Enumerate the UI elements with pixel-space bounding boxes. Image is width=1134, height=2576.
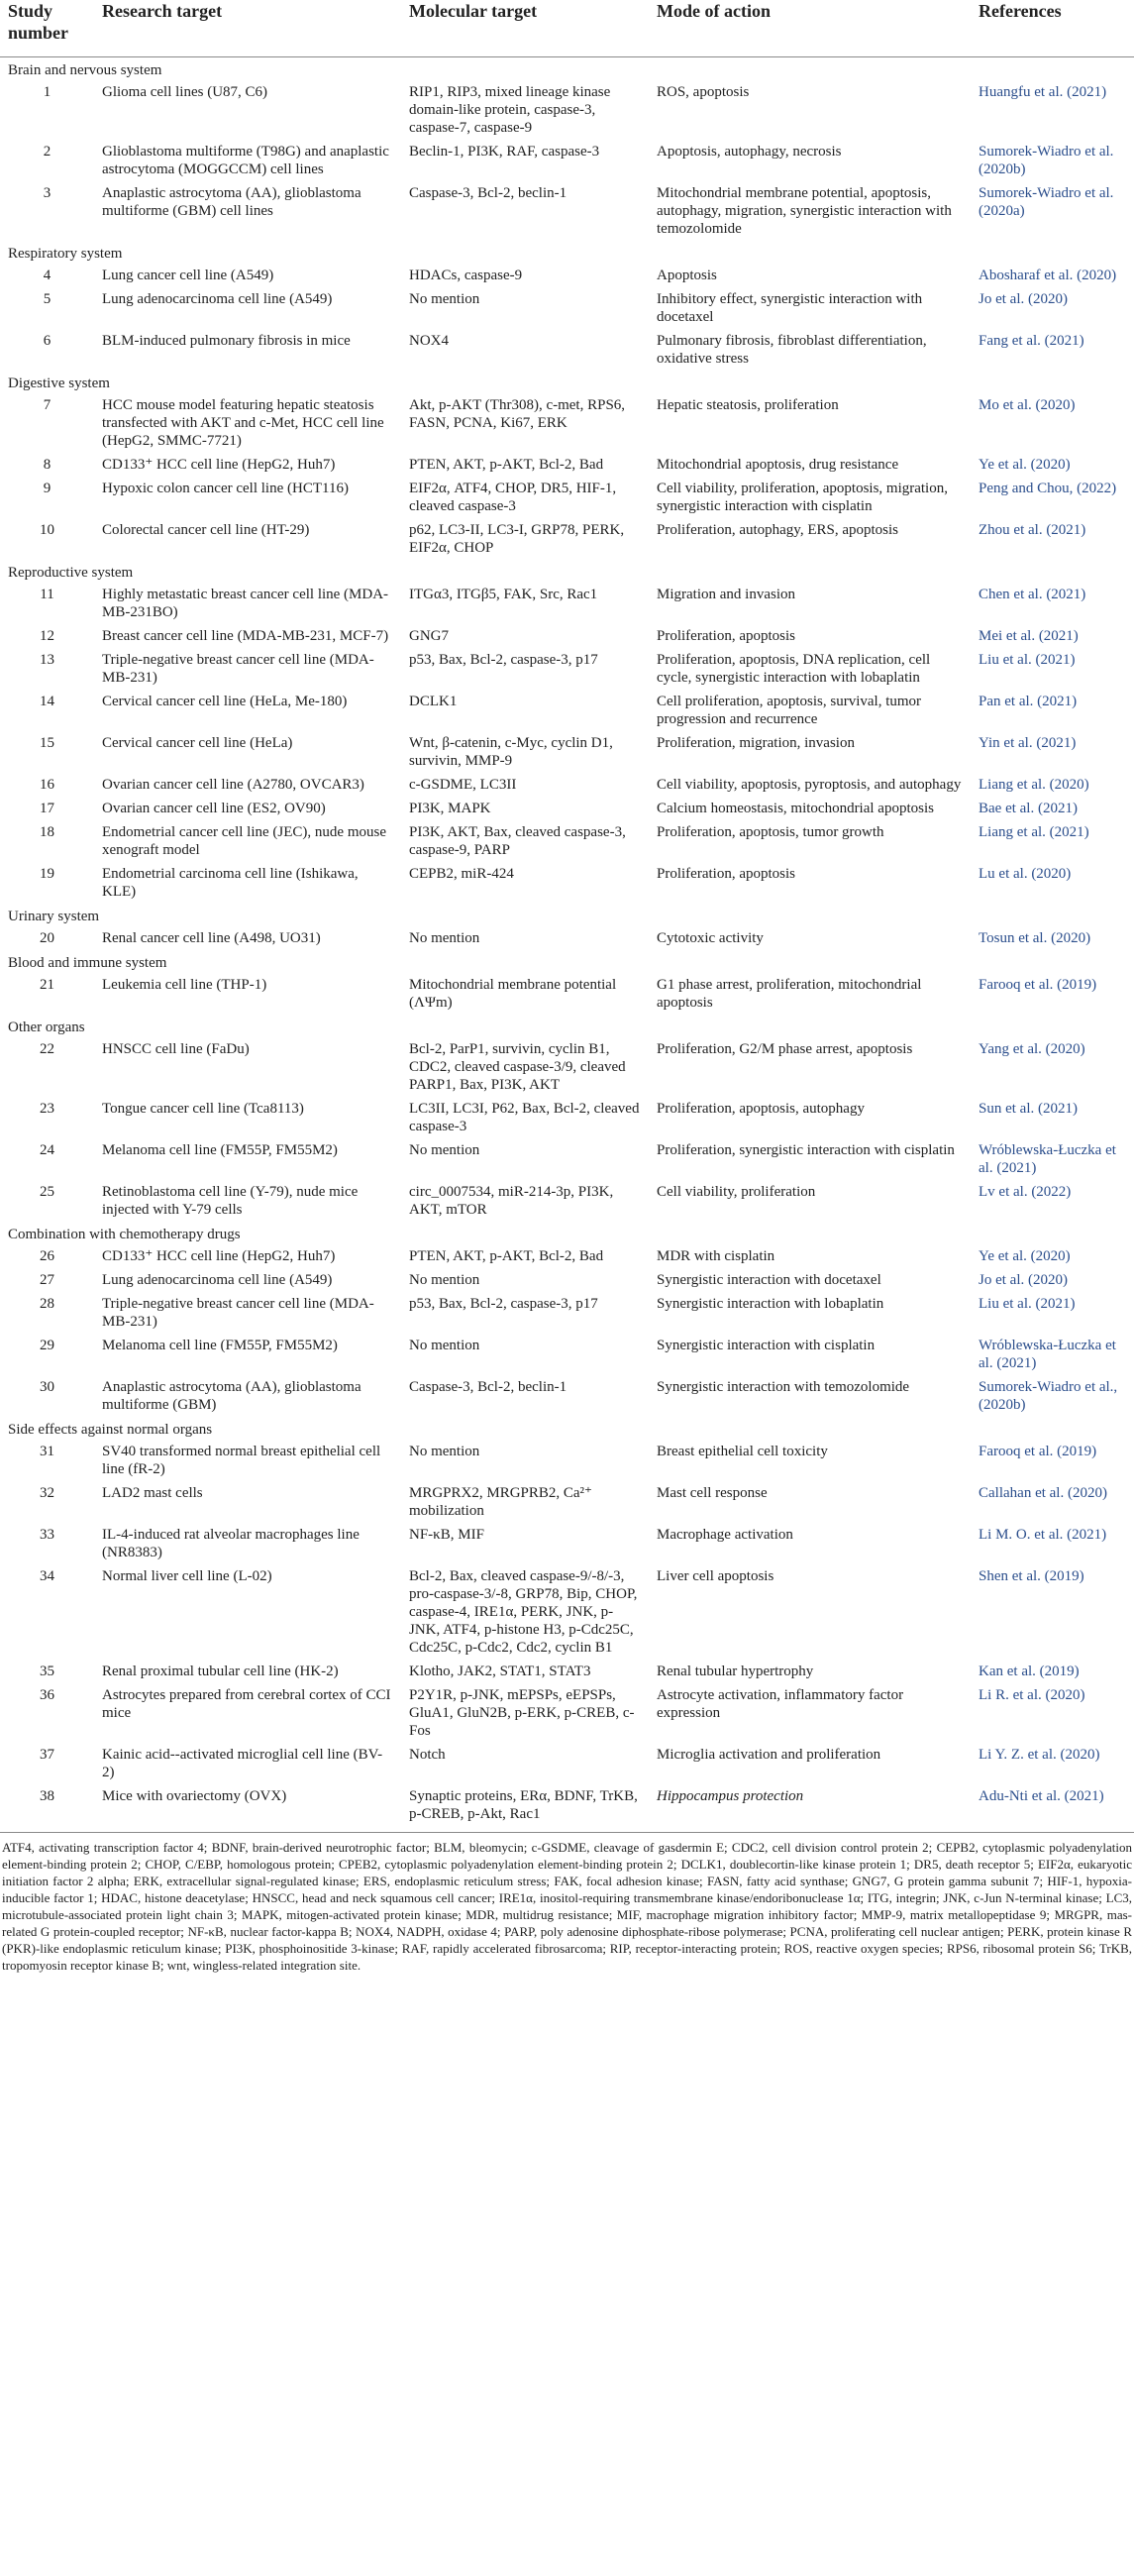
table-row [0, 329, 1134, 371]
research-target-cell: Glioma cell lines (U87, C6) [102, 84, 268, 100]
molecular-target-cell: PTEN, AKT, p-AKT, Bcl-2, Bad [409, 457, 604, 473]
research-target-cell: Mice with ovariectomy (OVX) [102, 1788, 287, 1804]
mode-of-action-cell: Microglia activation and proliferation [657, 1747, 881, 1763]
header-research-target: Research target [94, 0, 401, 57]
study-number-cell: 37 [40, 1747, 54, 1763]
study-number-cell: 20 [40, 930, 54, 946]
study-number-cell: 23 [40, 1101, 54, 1117]
study-number-cell: 8 [43, 457, 52, 473]
reference-link[interactable]: Wróblewska-Łuczka et al. (2021) [979, 1142, 1116, 1176]
molecular-target-cell: RIP1, RIP3, mixed lineage kinase domain-like protein, caspase-3, caspase-7, caspase-9 [409, 84, 611, 136]
research-target-cell: Renal proximal tubular cell line (HK-2) [102, 1664, 339, 1679]
mode-of-action-cell: Cell proliferation, apoptosis, survival, tumor progression and recurrence [657, 694, 922, 727]
table-row [0, 1523, 1134, 1564]
molecular-target-cell: No mention [409, 1272, 480, 1288]
reference-link[interactable]: Yin et al. (2021) [979, 735, 1077, 751]
study-number-cell: 16 [40, 777, 54, 793]
reference-link[interactable]: Kan et al. (2019) [979, 1664, 1080, 1679]
study-number-cell: 33 [40, 1527, 54, 1543]
molecular-target-cell: No mention [409, 930, 480, 946]
reference-link[interactable]: Wróblewska-Łuczka et al. (2021) [979, 1338, 1116, 1371]
reference-link[interactable]: Sumorek-Wiadro et al. (2020a) [979, 185, 1114, 219]
reference-link[interactable]: Abosharaf et al. (2020) [979, 268, 1117, 283]
table-row [0, 1743, 1134, 1784]
molecular-target-cell: Bcl-2, Bax, cleaved caspase-9/-8/-3, pro-caspase-3/-8, GRP78, Bip, CHOP, caspase-4, IRE1α, PERK, JNK, p-JNK, ATF4, p-histone H3, p-Cdc25C, Cdc25C, p-Cdc2, Cdc2, cyclin B1 [409, 1568, 638, 1656]
mode-of-action-cell: Proliferation, autophagy, ERS, apoptosis [657, 522, 898, 538]
molecular-target-cell: MRGPRX2, MRGPRB2, Ca²⁺ mobilization [409, 1485, 592, 1519]
molecular-target-cell: circ_0007534, miR-214-3p, PI3K, AKT, mTOR [409, 1184, 614, 1218]
mode-of-action-cell: Proliferation, G2/M phase arrest, apoptosis [657, 1041, 913, 1057]
molecular-target-cell: EIF2α, ATF4, CHOP, DR5, HIF-1, cleaved caspase-3 [409, 481, 617, 514]
reference-link[interactable]: Li Y. Z. et al. (2020) [979, 1747, 1100, 1763]
mode-of-action-cell: Macrophage activation [657, 1527, 793, 1543]
mode-of-action-cell: Proliferation, apoptosis, tumor growth [657, 824, 884, 840]
section-heading-row [0, 57, 1134, 81]
study-number-cell: 34 [40, 1568, 54, 1584]
research-target-cell: Ovarian cancer cell line (A2780, OVCAR3) [102, 777, 364, 793]
section-heading: Other organs [8, 1020, 85, 1035]
research-target-cell: Ovarian cancer cell line (ES2, OV90) [102, 801, 326, 816]
research-target-cell: Tongue cancer cell line (Tca8113) [102, 1101, 304, 1117]
table-row [0, 648, 1134, 690]
table-row [0, 624, 1134, 648]
research-target-cell: Anaplastic astrocytoma (AA), glioblastoma multiforme (GBM) [102, 1379, 361, 1413]
study-number-cell: 9 [43, 481, 52, 496]
mode-of-action-cell: Synergistic interaction with cisplatin [657, 1338, 876, 1353]
section-heading: Brain and nervous system [8, 62, 162, 78]
reference-link[interactable]: Mei et al. (2021) [979, 628, 1079, 644]
research-target-cell: Hypoxic colon cancer cell line (HCT116) [102, 481, 349, 496]
section-heading: Blood and immune system [8, 955, 167, 971]
study-number-cell: 25 [40, 1184, 54, 1200]
table-row [0, 1334, 1134, 1375]
molecular-target-cell: Notch [409, 1747, 446, 1763]
molecular-target-cell: No mention [409, 1444, 480, 1459]
table-row [0, 773, 1134, 797]
reference-link[interactable]: Jo et al. (2020) [979, 291, 1068, 307]
reference-link[interactable]: Mo et al. (2020) [979, 397, 1076, 413]
section-heading-row [0, 241, 1134, 264]
abbreviations-footnote: ATF4, activating transcription factor 4; BDNF, brain-derived neurotrophic factor; BLM, bleomycin; c-GSDME, cleavage of gasdermin E; CDC2, cell division control protein 2; CEPB2, cytoplasmic polyadenylation element-binding protein 2; CHOP, C/EBP, homologous protein; CPEB2, cytoplasmic polyadenylation element-binding protein 2; DCLK1, doublecortin-like kinase protein 1; DR5, death receptor 5; EIF2α, eukaryotic initiation factor 2 alpha; ERK, extracellular signal-regulated kinase; ERS, endoplasmic reticulum stress; FAK, focal adhesion kinase; FASN, fatty acid synthase; GNG7, G protein gamma subunit 7; HIF-1, hypoxia-inducible factor 1; HDAC, histone deacetylase; HNSCC, head and neck squamous cell cancer; IRE1α, inositol-requiring transmembrane kinase/endoribonuclease 1α; ITG, integrin; JNK, c-Jun N-terminal kinase; LC3, microtubule-associated protein light chain 3; MAPK, mitogen-activated protein kinase; MDR, multidrug resistance; MIF, macrophage migration inhibitory factor; MMP-9, matrix metallopeptidase 9; MRGPR, mas-related G protein-coupled receptor; NF-κB, nuclear factor-kappa B; NOX4, NADPH, oxidase 4; PARP, poly adenosine diphosphate-ribose polymerase; PCNA, proliferating cell nuclear antigen; PERK, protein kinase R (PKR)-like endoplasmic reticulum kinase; PI3K, phosphoinositide 3-kinase; RAF, rapidly accelerated fibrosarcoma; RIP, receptor-interacting protein; ROS, reactive oxygen species; RPS6, ribosomal protein S6; TrKB, tropomyosin receptor kinase B; wnt, wingless-related integration site. [2, 1840, 1132, 1973]
molecular-target-cell: p62, LC3-II, LC3-I, GRP78, PERK, EIF2α, CHOP [409, 522, 625, 556]
table-row [0, 731, 1134, 773]
mode-of-action-cell: Astrocyte activation, inflammatory factor expression [657, 1687, 904, 1721]
mode-of-action-cell: Apoptosis [657, 268, 717, 283]
table-row [0, 287, 1134, 329]
mode-of-action-cell: Proliferation, apoptosis, autophagy [657, 1101, 865, 1117]
study-number-cell: 22 [40, 1041, 54, 1057]
research-target-cell: Endometrial cancer cell line (JEC), nude mouse xenograft model [102, 824, 386, 858]
reference-link[interactable]: Lu et al. (2020) [979, 866, 1072, 882]
reference-link[interactable]: Li R. et al. (2020) [979, 1687, 1085, 1703]
table-row [0, 518, 1134, 560]
molecular-target-cell: Akt, p-AKT (Thr308), c-met, RPS6, FASN, PCNA, Ki67, ERK [409, 397, 626, 431]
mode-of-action-cell: Cell viability, proliferation, apoptosis, migration, synergistic interaction with cisplatin [657, 481, 948, 514]
research-target-cell: Leukemia cell line (THP-1) [102, 977, 267, 993]
table-body [0, 57, 1134, 1827]
table-row [0, 264, 1134, 287]
research-target-cell: IL-4-induced rat alveolar macrophages line (NR8383) [102, 1527, 360, 1560]
research-target-cell: Astrocytes prepared from cerebral cortex of CCI mice [102, 1687, 391, 1721]
research-target-cell: BLM-induced pulmonary fibrosis in mice [102, 333, 351, 349]
mode-of-action-cell: Pulmonary fibrosis, fibroblast differentiation, oxidative stress [657, 333, 927, 367]
section-heading-row [0, 904, 1134, 926]
section-heading-row [0, 560, 1134, 583]
reference-link[interactable]: Liu et al. (2021) [979, 652, 1076, 668]
mode-of-action-cell: Cytotoxic activity [657, 930, 764, 946]
molecular-target-cell: Mitochondrial membrane potential (ΛΨm) [409, 977, 617, 1011]
study-number-cell: 4 [43, 268, 52, 283]
research-target-cell: Lung cancer cell line (A549) [102, 268, 274, 283]
table-row [0, 80, 1134, 140]
study-number-cell: 29 [40, 1338, 54, 1353]
reference-link[interactable]: Liang et al. (2021) [979, 824, 1089, 840]
table-row [0, 820, 1134, 862]
table-row [0, 393, 1134, 453]
table-row [0, 477, 1134, 518]
study-number-cell: 28 [40, 1296, 54, 1312]
table-row [0, 926, 1134, 950]
mode-of-action-cell: Cell viability, apoptosis, pyroptosis, and autophagy [657, 777, 962, 793]
table-row [0, 181, 1134, 241]
study-number-cell: 3 [43, 185, 52, 201]
research-target-cell: Lung adenocarcinoma cell line (A549) [102, 1272, 333, 1288]
table-row [0, 583, 1134, 624]
research-target-cell: Endometrial carcinoma cell line (Ishikawa, KLE) [102, 866, 359, 900]
molecular-target-cell: p53, Bax, Bcl-2, caspase-3, p17 [409, 652, 598, 668]
reference-link[interactable]: Tosun et al. (2020) [979, 930, 1091, 946]
table-row [0, 1097, 1134, 1138]
molecular-target-cell: NF-κB, MIF [409, 1527, 484, 1543]
header-mode-of-action: Mode of action [649, 0, 971, 57]
mode-of-action-cell: Calcium homeostasis, mitochondrial apoptosis [657, 801, 934, 816]
table-row [0, 1440, 1134, 1481]
molecular-target-cell: p53, Bax, Bcl-2, caspase-3, p17 [409, 1296, 598, 1312]
table-row [0, 1292, 1134, 1334]
mode-of-action-cell: ROS, apoptosis [657, 84, 750, 100]
mode-of-action-cell: Apoptosis, autophagy, necrosis [657, 144, 842, 160]
study-number-cell: 35 [40, 1664, 54, 1679]
table-row [0, 1180, 1134, 1222]
mode-of-action-cell: Synergistic interaction with temozolomide [657, 1379, 910, 1395]
table-row [0, 1037, 1134, 1097]
research-target-cell: Kainic acid--activated microglial cell line (BV-2) [102, 1747, 383, 1780]
section-heading: Side effects against normal organs [8, 1422, 213, 1438]
section-heading: Respiratory system [8, 246, 123, 262]
study-number-cell: 24 [40, 1142, 54, 1158]
molecular-target-cell: NOX4 [409, 333, 449, 349]
section-heading: Combination with chemotherapy drugs [8, 1227, 241, 1242]
molecular-target-cell: PI3K, AKT, Bax, cleaved caspase-3, caspase-9, PARP [409, 824, 626, 858]
reference-link[interactable]: Sun et al. (2021) [979, 1101, 1078, 1117]
research-target-cell: Melanoma cell line (FM55P, FM55M2) [102, 1142, 338, 1158]
molecular-target-cell: Caspase-3, Bcl-2, beclin-1 [409, 185, 567, 201]
study-number-cell: 30 [40, 1379, 54, 1395]
molecular-target-cell: Bcl-2, ParP1, survivin, cyclin B1, CDC2, cleaved caspase-3/9, cleaved PARP1, Bax, PI3K, AKT [409, 1041, 626, 1093]
section-heading: Reproductive system [8, 565, 134, 581]
table-row [0, 1138, 1134, 1180]
study-number-cell: 14 [40, 694, 54, 709]
research-target-cell: LAD2 mast cells [102, 1485, 203, 1501]
table-row [0, 140, 1134, 181]
study-number-cell: 10 [40, 522, 54, 538]
table-row [0, 797, 1134, 820]
research-target-cell: Highly metastatic breast cancer cell line (MDA-MB-231BO) [102, 587, 389, 620]
reference-link[interactable]: Jo et al. (2020) [979, 1272, 1068, 1288]
reference-link[interactable]: Farooq et al. (2019) [979, 1444, 1097, 1459]
molecular-target-cell: GNG7 [409, 628, 449, 644]
molecular-target-cell: Synaptic proteins, ERα, BDNF, TrKB, p-CREB, p-Akt, Rac1 [409, 1788, 638, 1822]
molecular-target-cell: PI3K, MAPK [409, 801, 491, 816]
study-number-cell: 36 [40, 1687, 54, 1703]
reference-link[interactable]: Lv et al. (2022) [979, 1184, 1072, 1200]
study-number-cell: 2 [43, 144, 52, 160]
molecular-target-cell: DCLK1 [409, 694, 458, 709]
mode-of-action-cell: Breast epithelial cell toxicity [657, 1444, 828, 1459]
molecular-target-cell: c-GSDME, LC3II [409, 777, 517, 793]
research-target-cell: Breast cancer cell line (MDA-MB-231, MCF-7) [102, 628, 389, 644]
study-number-cell: 18 [40, 824, 54, 840]
table-row [0, 690, 1134, 731]
table-row [0, 862, 1134, 904]
reference-link[interactable]: Bae et al. (2021) [979, 801, 1078, 816]
mode-of-action-cell: Synergistic interaction with lobaplatin [657, 1296, 884, 1312]
table-header [0, 0, 1134, 57]
molecular-target-cell: ITGα3, ITGβ5, FAK, Src, Rac1 [409, 587, 598, 602]
study-number-cell: 32 [40, 1485, 54, 1501]
molecular-target-cell: No mention [409, 1338, 480, 1353]
mode-of-action-cell: Proliferation, apoptosis [657, 628, 795, 644]
table-row [0, 973, 1134, 1015]
research-target-cell: Anaplastic astrocytoma (AA), glioblastoma multiforme (GBM) cell lines [102, 185, 361, 219]
mode-of-action-cell: Liver cell apoptosis [657, 1568, 774, 1584]
research-target-cell: Triple-negative breast cancer cell line (MDA-MB-231) [102, 652, 374, 686]
reference-link[interactable]: Adu-Nti et al. (2021) [979, 1788, 1104, 1804]
table-row [0, 1564, 1134, 1660]
mode-of-action-cell: Inhibitory effect, synergistic interaction with docetaxel [657, 291, 923, 325]
reference-link[interactable]: Huangfu et al. (2021) [979, 84, 1107, 100]
table-row [0, 1375, 1134, 1417]
table-row [0, 453, 1134, 477]
study-number-cell: 7 [43, 397, 52, 413]
section-heading-row [0, 1222, 1134, 1244]
section-heading: Digestive system [8, 376, 110, 391]
research-target-cell: HNSCC cell line (FaDu) [102, 1041, 250, 1057]
molecular-target-cell: Caspase-3, Bcl-2, beclin-1 [409, 1379, 567, 1395]
study-number-cell: 19 [40, 866, 54, 882]
mode-of-action-cell: Hepatic steatosis, proliferation [657, 397, 839, 413]
molecular-target-cell: P2Y1R, p-JNK, mEPSPs, eEPSPs, GluA1, GluN2B, p-ERK, p-CREB, c-Fos [409, 1687, 635, 1739]
table-row [0, 1784, 1134, 1826]
molecular-target-cell: PTEN, AKT, p-AKT, Bcl-2, Bad [409, 1248, 604, 1264]
table-row [0, 1481, 1134, 1523]
table-row [0, 1244, 1134, 1268]
header-molecular-target: Molecular target [401, 0, 649, 57]
mode-of-action-cell: Proliferation, apoptosis [657, 866, 795, 882]
study-number-cell: 17 [40, 801, 54, 816]
molecular-target-cell: Beclin-1, PI3K, RAF, caspase-3 [409, 144, 600, 160]
research-target-cell: CD133⁺ HCC cell line (HepG2, Huh7) [102, 457, 336, 473]
mode-of-action-cell: G1 phase arrest, proliferation, mitochondrial apoptosis [657, 977, 922, 1011]
mode-of-action-cell: Renal tubular hypertrophy [657, 1664, 814, 1679]
research-target-cell: Triple-negative breast cancer cell line (MDA-MB-231) [102, 1296, 374, 1330]
mode-of-action-cell: Hippocampus protection [657, 1788, 804, 1804]
study-number-cell: 21 [40, 977, 54, 993]
molecular-target-cell: LC3II, LC3I, P62, Bax, Bcl-2, cleaved caspase-3 [409, 1101, 640, 1134]
reference-link[interactable]: Zhou et al. (2021) [979, 522, 1086, 538]
study-number-cell: 11 [40, 587, 54, 602]
research-target-cell: Glioblastoma multiforme (T98G) and anaplastic astrocytoma (MOGGCCM) cell lines [102, 144, 389, 177]
research-target-cell: SV40 transformed normal breast epithelial cell line (fR-2) [102, 1444, 381, 1477]
study-number-cell: 1 [43, 84, 52, 100]
table-row [0, 1683, 1134, 1743]
table-row [0, 1660, 1134, 1683]
research-target-cell: Lung adenocarcinoma cell line (A549) [102, 291, 333, 307]
mode-of-action-cell: Synergistic interaction with docetaxel [657, 1272, 881, 1288]
header-references: References [971, 0, 1134, 57]
study-number-cell: 31 [40, 1444, 54, 1459]
reference-link[interactable]: Li M. O. et al. (2021) [979, 1527, 1107, 1543]
molecular-target-cell: No mention [409, 1142, 480, 1158]
research-target-cell: Retinoblastoma cell line (Y-79), nude mice injected with Y-79 cells [102, 1184, 359, 1218]
reference-link[interactable]: Liu et al. (2021) [979, 1296, 1076, 1312]
section-heading: Urinary system [8, 909, 100, 924]
mode-of-action-cell: Mitochondrial apoptosis, drug resistance [657, 457, 899, 473]
study-number-cell: 15 [40, 735, 54, 751]
study-number-cell: 12 [40, 628, 54, 644]
reference-link[interactable]: Liang et al. (2020) [979, 777, 1089, 793]
molecular-target-cell: Klotho, JAK2, STAT1, STAT3 [409, 1664, 591, 1679]
section-heading-row [0, 371, 1134, 393]
mode-of-action-cell: Mitochondrial membrane potential, apoptosis, autophagy, migration, synergistic interaction with temozolomide [657, 185, 952, 237]
reference-link[interactable]: Sumorek-Wiadro et al. (2020b) [979, 144, 1114, 177]
mode-of-action-cell: Cell viability, proliferation [657, 1184, 816, 1200]
section-heading-row [0, 950, 1134, 973]
molecular-target-cell: CEPB2, miR-424 [409, 866, 514, 882]
research-target-cell: Normal liver cell line (L-02) [102, 1568, 272, 1584]
research-target-cell: Melanoma cell line (FM55P, FM55M2) [102, 1338, 338, 1353]
mode-of-action-cell: Migration and invasion [657, 587, 795, 602]
study-number-cell: 27 [40, 1272, 54, 1288]
mode-of-action-cell: MDR with cisplatin [657, 1248, 775, 1264]
molecular-target-cell: No mention [409, 291, 480, 307]
molecular-target-cell: HDACs, caspase-9 [409, 268, 523, 283]
study-number-cell: 13 [40, 652, 54, 668]
reference-link[interactable]: Ye et al. (2020) [979, 1248, 1071, 1264]
reference-link[interactable]: Chen et al. (2021) [979, 587, 1086, 602]
mode-of-action-cell: Proliferation, migration, invasion [657, 735, 855, 751]
reference-link[interactable]: Ye et al. (2020) [979, 457, 1071, 473]
reference-link[interactable]: Farooq et al. (2019) [979, 977, 1097, 993]
research-target-cell: Renal cancer cell line (A498, UO31) [102, 930, 321, 946]
header-study-number: Study number [0, 0, 94, 57]
table-row [0, 1268, 1134, 1292]
section-heading-row [0, 1417, 1134, 1440]
study-number-cell: 38 [40, 1788, 54, 1804]
study-number-cell: 26 [40, 1248, 54, 1264]
reference-link[interactable]: Callahan et al. (2020) [979, 1485, 1107, 1501]
mode-of-action-cell: Proliferation, synergistic interaction with cisplatin [657, 1142, 955, 1158]
reference-link[interactable]: Peng and Chou, (2022) [979, 481, 1117, 496]
research-target-cell: CD133⁺ HCC cell line (HepG2, Huh7) [102, 1248, 336, 1264]
reference-link[interactable]: Pan et al. (2021) [979, 694, 1078, 709]
reference-link[interactable]: Fang et al. (2021) [979, 333, 1084, 349]
section-heading-row [0, 1015, 1134, 1037]
research-target-cell: Cervical cancer cell line (HeLa, Me-180) [102, 694, 348, 709]
research-target-cell: Cervical cancer cell line (HeLa) [102, 735, 293, 751]
reference-link[interactable]: Yang et al. (2020) [979, 1041, 1085, 1057]
molecular-target-cell: Wnt, β-catenin, c-Myc, cyclin D1, survivin, MMP-9 [409, 735, 613, 769]
research-target-cell: Colorectal cancer cell line (HT-29) [102, 522, 310, 538]
research-target-cell: HCC mouse model featuring hepatic steatosis transfected with AKT and c-Met, HCC cell line (HepG2, SMMC-7721) [102, 397, 384, 449]
study-number-cell: 5 [43, 291, 52, 307]
mode-of-action-cell: Mast cell response [657, 1485, 768, 1501]
reference-link[interactable]: Shen et al. (2019) [979, 1568, 1084, 1584]
reference-link[interactable]: Sumorek-Wiadro et al., (2020b) [979, 1379, 1118, 1413]
study-number-cell: 6 [43, 333, 52, 349]
mode-of-action-cell: Proliferation, apoptosis, DNA replication, cell cycle, synergistic interaction with lobaplatin [657, 652, 931, 686]
